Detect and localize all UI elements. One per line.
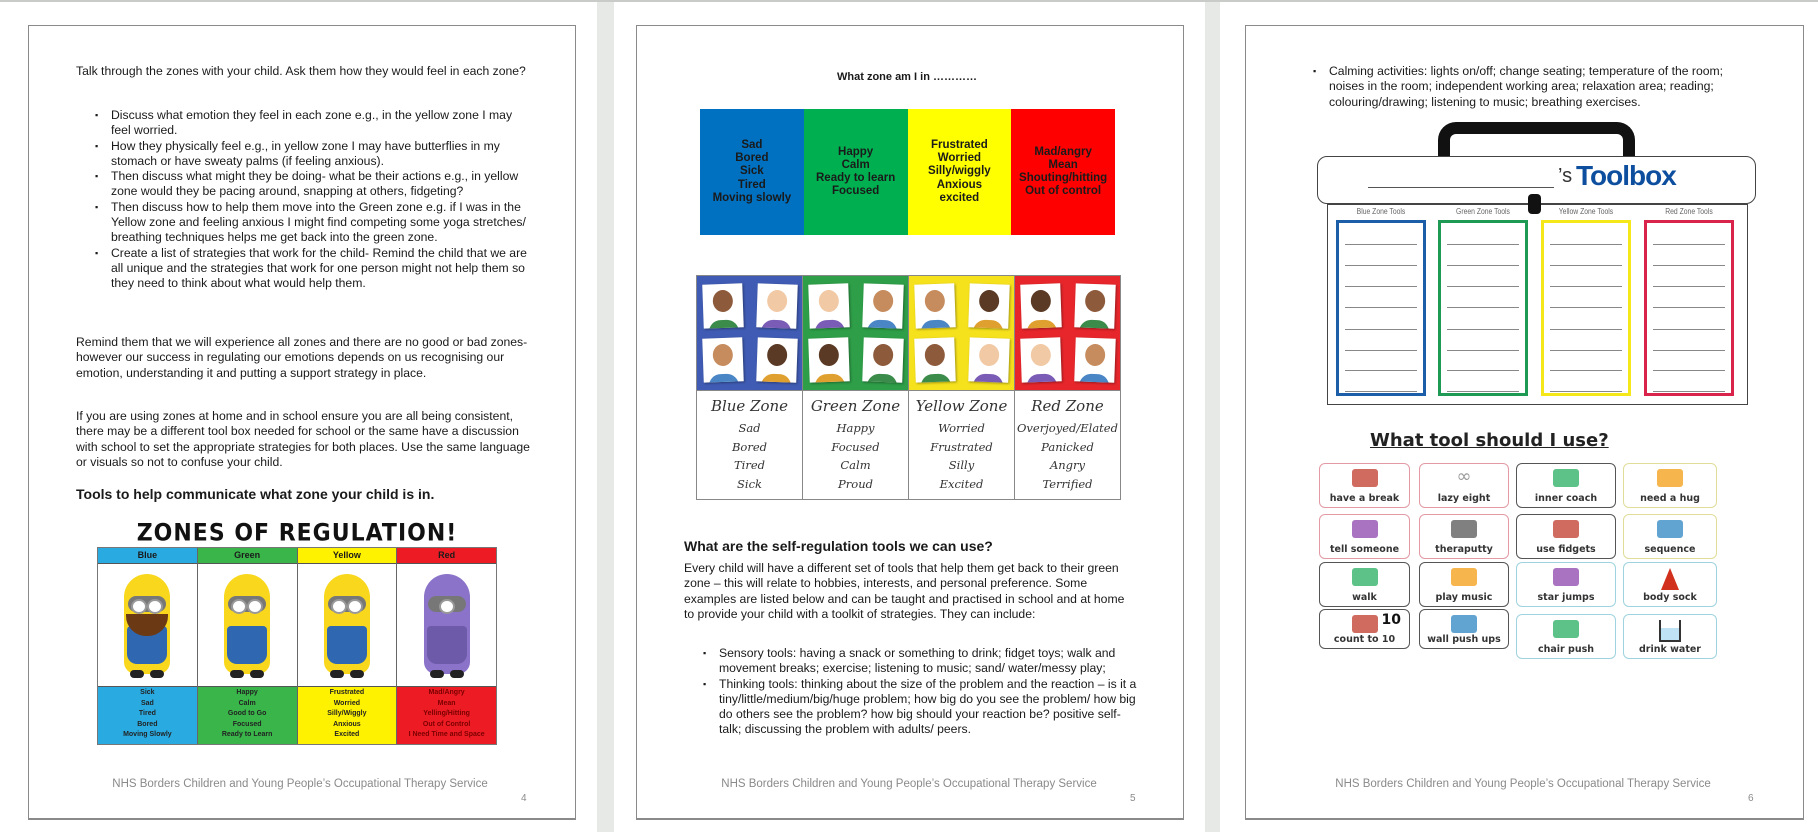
- zone-words: [1015, 391, 1120, 493]
- tool-label: chair push: [1537, 644, 1595, 655]
- tool-card[interactable]: [1419, 562, 1509, 607]
- write-line: [1447, 265, 1519, 266]
- zone-name: Blue Zone: [710, 397, 789, 415]
- toolbox-possessive: ’s: [1558, 165, 1573, 187]
- child-face-icon: [756, 283, 797, 328]
- child-face-icon: [968, 337, 1009, 382]
- zone-feelings: [397, 687, 496, 744]
- toolbox-title: Toolbox: [1576, 160, 1676, 191]
- tools-intro-paragraph: Every child will have a different set of tools that help them get back to their green zone – this will relate to hobbies, interests, and personal preference. Some examples are listed below and can be taught and practised in school and at home to provide your child with a toolkit of strategies. They can include:: [684, 561, 1125, 621]
- write-line: [1550, 307, 1622, 308]
- bullet-item: [703, 676, 1137, 738]
- star-jump-icon: [1553, 568, 1579, 586]
- child-face-icon: [1020, 337, 1061, 382]
- bullet-text: Discuss what emotion they feel in each zone e.g., in the yellow zone I may feel worried.: [111, 108, 513, 138]
- coach-icon: [1553, 469, 1579, 487]
- zone-header: Yellow: [298, 548, 397, 564]
- chair-icon: [1553, 620, 1579, 638]
- feeling-word: Tired: [138, 710, 156, 718]
- child-face-icon: [702, 337, 743, 382]
- tool-card[interactable]: [1516, 463, 1616, 508]
- zones-image-title: ZONES OF REGULATION!: [136, 519, 458, 548]
- zone-column-red: [397, 548, 496, 744]
- toolbox-column-blue: [1336, 220, 1426, 396]
- intro-paragraph: Talk through the zones with your child. Ask them how they would feel in each zone?: [76, 64, 526, 78]
- minion-illustration: [298, 564, 397, 687]
- zone-feelings: [198, 687, 297, 744]
- write-line: [1653, 329, 1725, 330]
- child-face-icon: [862, 283, 903, 328]
- tool-label: play music: [1435, 592, 1493, 603]
- water-glass-icon: [1659, 620, 1681, 642]
- zone-column-blue: [98, 548, 198, 744]
- what-tool-heading: What tool should I use?: [1370, 430, 1609, 451]
- page-number: 5: [1130, 793, 1136, 804]
- write-line: [1447, 286, 1519, 287]
- write-line: [1550, 265, 1622, 266]
- zone-name: Yellow Zone: [915, 397, 1008, 415]
- feeling-word: Focused: [831, 185, 880, 198]
- page-footer: NHS Borders Children and Young People’s Occupational Therapy Service: [112, 778, 488, 790]
- feeling-word: Silly: [948, 458, 975, 472]
- tool-label: theraputty: [1435, 544, 1493, 555]
- write-line: [1653, 391, 1725, 392]
- zone-faces-chart: [696, 275, 1121, 500]
- feeling-word: Tired: [733, 458, 765, 472]
- toolbox-column-label: Blue Zone Tools: [1356, 207, 1406, 216]
- feeling-word: Mean: [437, 699, 456, 707]
- child-face-icon: [1074, 283, 1115, 328]
- feeling-word: Frustrated: [930, 138, 988, 151]
- faces-column: [803, 276, 909, 499]
- bullet-text: Thinking tools: thinking about the size of the problem and the reaction – is it a tiny/little/medium/big/huge problem; how big do you see the problem/ how big do others see the problem? how big should your reaction be? positive self-talk; discussing the problem with adults/ peers.: [719, 676, 1137, 737]
- feeling-word: Yelling/Hitting: [423, 710, 470, 718]
- write-line: [1653, 370, 1725, 371]
- write-line: [1550, 350, 1622, 351]
- minion-icon: [324, 574, 370, 674]
- tool-label: have a break: [1329, 493, 1400, 504]
- walk-icon: [1352, 568, 1378, 586]
- feeling-word: Anxious: [936, 178, 983, 191]
- page-5: [614, 2, 1205, 832]
- zone-header: Green: [198, 548, 297, 564]
- face-photos: [909, 276, 1014, 391]
- feeling-word: Shouting/hitting: [1019, 172, 1108, 184]
- break-photo-icon: [1352, 469, 1378, 487]
- feeling-word: Panicked: [1041, 439, 1094, 454]
- tool-card[interactable]: [1623, 514, 1717, 559]
- bullet-item: [95, 199, 529, 246]
- bullet-dot-icon: ▪: [703, 678, 707, 689]
- child-face-icon: [968, 283, 1009, 328]
- feeling-word: Happy: [838, 145, 874, 158]
- zone-words: [697, 391, 802, 493]
- bullet-dot-icon: ▪: [95, 110, 99, 120]
- feeling-word: I Need Time and Space: [408, 731, 485, 739]
- zone-feelings: [98, 687, 197, 744]
- feeling-word: Sick: [140, 689, 155, 696]
- feeling-word: Proud: [838, 476, 873, 491]
- zone-header: Red: [397, 548, 496, 564]
- sequence-icon: [1657, 520, 1683, 538]
- write-line: [1550, 244, 1622, 245]
- feeling-word: Mean: [1048, 158, 1078, 171]
- feeling-word: Happy: [236, 689, 258, 696]
- page-4: [0, 2, 597, 832]
- write-line: [1653, 307, 1725, 308]
- tool-card[interactable]: [1623, 463, 1717, 508]
- child-face-icon: [914, 337, 955, 382]
- zone-colour-cell: [1011, 109, 1115, 235]
- count-number: 10: [1381, 612, 1401, 628]
- page-footer: NHS Borders Children and Young People’s Occupational Therapy Service: [1335, 778, 1711, 790]
- feeling-word: Calm: [840, 458, 871, 472]
- self-regulation-heading: What are the self-regulation tools we can use?: [684, 538, 993, 554]
- feeling-word: Sad: [738, 421, 761, 435]
- zone-colour-table: [700, 109, 1115, 235]
- bullet-dot-icon: ▪: [1313, 66, 1317, 76]
- write-line: [1345, 370, 1417, 371]
- tool-label: need a hug: [1640, 493, 1700, 504]
- feeling-word: Silly/wiggly: [928, 165, 991, 178]
- faces-column: [697, 276, 803, 499]
- bullet-text: Calming activities: lights on/off; change seating; temperature of the room; noises in the room; independent working area; relaxation area; reading; colouring/drawing; listening to music; breathing exercises.: [1329, 64, 1724, 109]
- face-photos: [697, 276, 802, 391]
- write-line: [1345, 391, 1417, 392]
- tool-label: walk: [1352, 592, 1377, 603]
- toolbox-column-red: [1644, 220, 1734, 396]
- consistency-paragraph: If you are using zones at home and in school ensure you are all being consistent, there may be a different tool box needed for school or the same have a discussion with school to set the appropriate strategies for both places. Use the same language or visuals so not to confuse your child.: [76, 409, 530, 469]
- feeling-word: Out of Control: [422, 720, 471, 728]
- name-blank-line: [1368, 187, 1554, 188]
- write-line: [1653, 265, 1725, 266]
- tool-label: drink water: [1639, 644, 1701, 655]
- tool-card[interactable]: [1623, 562, 1717, 607]
- lazy-eight-icon: ∞: [1456, 466, 1472, 487]
- tool-label: inner coach: [1534, 493, 1598, 504]
- tool-card[interactable]: [1516, 614, 1616, 659]
- feeling-word: Calm: [841, 158, 870, 171]
- tool-card[interactable]: [1319, 609, 1410, 649]
- write-line: [1550, 329, 1622, 330]
- bullet-dot-icon: ▪: [703, 648, 707, 658]
- zone-column-yellow: [298, 548, 398, 744]
- tool-card[interactable]: [1516, 514, 1616, 559]
- write-line: [1447, 370, 1519, 371]
- feeling-word: Frustrated: [930, 439, 993, 454]
- feeling-word: excited: [939, 191, 980, 204]
- child-face-icon: [702, 283, 743, 328]
- child-face-icon: [1074, 337, 1115, 382]
- bullet-item: [95, 108, 529, 139]
- toolbox-column-label: Green Zone Tools: [1456, 207, 1510, 216]
- toolbox-clasp: [1528, 194, 1541, 214]
- bullet-dot-icon: ▪: [95, 171, 99, 182]
- child-face-icon: [808, 283, 849, 328]
- feeling-word: Good to Go: [227, 710, 267, 718]
- feeling-word: Overjoyed/Elated: [1017, 421, 1118, 435]
- feeling-word: Happy: [836, 421, 875, 435]
- feeling-word: Mad/angry: [1034, 145, 1092, 158]
- bullet-item: [95, 169, 529, 200]
- minion-icon: [224, 574, 270, 674]
- write-line: [1447, 350, 1519, 351]
- tool-label: star jumps: [1537, 592, 1595, 603]
- write-line: [1345, 286, 1417, 287]
- toolbox-column-label: Red Zone Tools: [1665, 207, 1713, 216]
- write-line: [1447, 244, 1519, 245]
- tool-label: tell someone: [1329, 544, 1400, 555]
- tool-card[interactable]: [1319, 514, 1410, 559]
- feeling-word: Silly/Wiggly: [327, 710, 367, 718]
- page-6: [1220, 2, 1818, 832]
- zones-image-table: [97, 547, 497, 745]
- tool-card[interactable]: [1319, 463, 1410, 508]
- page-footer: NHS Borders Children and Young People’s Occupational Therapy Service: [721, 778, 1097, 790]
- tool-card[interactable]: [1516, 562, 1616, 607]
- write-line: [1550, 391, 1622, 392]
- feeling-word: Moving slowly: [712, 191, 792, 204]
- bullet-text: Sensory tools: having a snack or something to drink; fidget toys; walk and movement breaks; exercise; listening to music; sand/ water/messy play;: [719, 646, 1116, 676]
- feeling-word: Sick: [737, 476, 762, 491]
- write-line: [1345, 244, 1417, 245]
- write-line: [1447, 391, 1519, 392]
- tool-card[interactable]: [1419, 514, 1509, 559]
- tool-card[interactable]: [1419, 463, 1509, 508]
- face-photos: [803, 276, 908, 391]
- zone-words: [803, 391, 908, 493]
- feeling-word: Bored: [731, 439, 768, 454]
- toolbox-worksheet: [1220, 2, 1818, 422]
- remind-paragraph: Remind them that we will experience all zones and there are no good or bad zones- however our success in regulating our emotions depends on us recognising our emotion, understanding it and putting a support strategy in place.: [76, 335, 528, 380]
- bullet-item: [95, 245, 529, 292]
- page-number: 4: [521, 793, 527, 804]
- bullet-text: Create a list of strategies that work for the child- Remind the child that we are all unique and the strategies that work for one person might not help them so they need to think about what would help them.: [111, 245, 527, 291]
- tool-label: count to 10: [1333, 634, 1396, 645]
- toolbox-column-label: Yellow Zone Tools: [1558, 207, 1614, 216]
- what-zone-title: What zone am I in …………: [837, 71, 977, 83]
- feeling-word: Angry: [1049, 458, 1086, 472]
- tool-label: wall push ups: [1427, 634, 1501, 645]
- fidgets-icon: [1553, 520, 1579, 538]
- bullet-item: [703, 646, 1137, 677]
- zone-header: Blue: [98, 548, 197, 564]
- zone-words: [909, 391, 1014, 493]
- faces-column: [909, 276, 1015, 499]
- zone-name: Green Zone: [810, 397, 901, 415]
- bullet-text: Then discuss how to help them move into the Green zone e.g. if I was in the Yellow zone and feeling anxious I might find competing some yoga stretches/ breathing techniques helps me get back into the green zone.: [111, 199, 526, 245]
- tools-bullet-list: [703, 646, 1137, 738]
- push-up-icon: [1451, 615, 1477, 633]
- minion-icon: [424, 574, 470, 674]
- toolbox-column-green: [1438, 220, 1528, 396]
- feeling-word: Focused: [232, 720, 262, 728]
- tell-icon: [1352, 520, 1378, 538]
- write-line: [1345, 329, 1417, 330]
- minion-illustration: [198, 564, 297, 687]
- child-face-icon: [914, 283, 955, 328]
- bullet-dot-icon: ▪: [95, 247, 99, 258]
- discussion-bullet-list: [95, 108, 529, 292]
- write-line: [1345, 307, 1417, 308]
- feeling-word: Worried: [938, 421, 985, 435]
- feeling-word: Out of control: [1025, 185, 1102, 198]
- music-icon: [1451, 568, 1477, 586]
- tool-card[interactable]: [1419, 609, 1509, 649]
- feeling-word: Sad: [741, 138, 763, 151]
- feeling-word: Worried: [937, 152, 981, 165]
- zones-of-regulation-image: [97, 521, 497, 745]
- zone-feelings: [298, 687, 397, 744]
- zone-colour-cell: [804, 109, 908, 235]
- zone-name: Red Zone: [1031, 397, 1104, 415]
- tool-label: use fidgets: [1536, 544, 1596, 555]
- feeling-word: Moving Slowly: [123, 731, 172, 739]
- tool-label: sequence: [1644, 544, 1696, 555]
- feeling-word: Excited: [334, 731, 360, 739]
- write-line: [1653, 244, 1725, 245]
- feeling-word: Sick: [740, 165, 764, 178]
- feeling-word: Tired: [737, 178, 766, 191]
- child-face-icon: [756, 337, 797, 382]
- toolbox-column-yellow: [1541, 220, 1631, 396]
- minion-illustration: [98, 564, 197, 687]
- bullet-item: [95, 138, 529, 170]
- child-face-icon: [1020, 283, 1061, 328]
- feeling-word: Ready to learn: [816, 172, 896, 184]
- tool-card[interactable]: [1319, 562, 1410, 607]
- write-line: [1447, 307, 1519, 308]
- feeling-word: Excited: [939, 476, 984, 491]
- face-photos: [1015, 276, 1120, 391]
- feeling-word: Terrified: [1042, 476, 1093, 491]
- feeling-word: Anxious: [333, 720, 361, 728]
- write-line: [1550, 370, 1622, 371]
- zone-colour-cell: [908, 109, 1012, 235]
- feeling-word: Calm: [238, 699, 256, 707]
- tool-card[interactable]: [1623, 614, 1717, 659]
- feeling-word: Sad: [140, 699, 154, 707]
- write-line: [1653, 350, 1725, 351]
- feeling-word: Worried: [333, 699, 361, 707]
- page-number: 6: [1748, 793, 1754, 804]
- putty-icon: [1451, 520, 1477, 538]
- feeling-word: Mad/Angry: [428, 689, 465, 696]
- zone-colour-cell: [700, 109, 804, 235]
- zone-column-green: [198, 548, 298, 744]
- minion-icon: [124, 574, 170, 674]
- write-line: [1345, 265, 1417, 266]
- child-face-icon: [862, 337, 903, 382]
- feeling-word: Bored: [735, 152, 769, 165]
- tool-label: body sock: [1643, 592, 1697, 603]
- faces-column: [1015, 276, 1120, 499]
- minion-illustration: [397, 564, 496, 687]
- write-line: [1653, 286, 1725, 287]
- bullet-text: How they physically feel e.g., in yellow zone I may have butterflies in my stomach or have sweaty palms (if feeling anxious).: [111, 138, 500, 168]
- tools-heading: Tools to help communicate what zone your child is in.: [76, 486, 435, 502]
- bullet-text: Then discuss what might they be doing- what be their actions e.g., in yellow zone would they be pacing around, snapping at others, fidgeting?: [111, 169, 519, 199]
- write-line: [1345, 350, 1417, 351]
- feeling-word: Ready to Learn: [221, 731, 273, 739]
- child-face-icon: [808, 337, 849, 382]
- count-icon: [1352, 615, 1378, 633]
- tool-label: lazy eight: [1437, 493, 1491, 504]
- feeling-word: Frustrated: [329, 689, 365, 696]
- feeling-word: Focused: [831, 439, 880, 454]
- body-sock-icon: [1661, 568, 1679, 590]
- feeling-word: Bored: [137, 720, 158, 728]
- bullet-dot-icon: ▪: [95, 140, 99, 151]
- bullet-dot-icon: ▪: [95, 201, 99, 212]
- hug-icon: [1657, 469, 1683, 487]
- write-line: [1550, 286, 1622, 287]
- write-line: [1447, 329, 1519, 330]
